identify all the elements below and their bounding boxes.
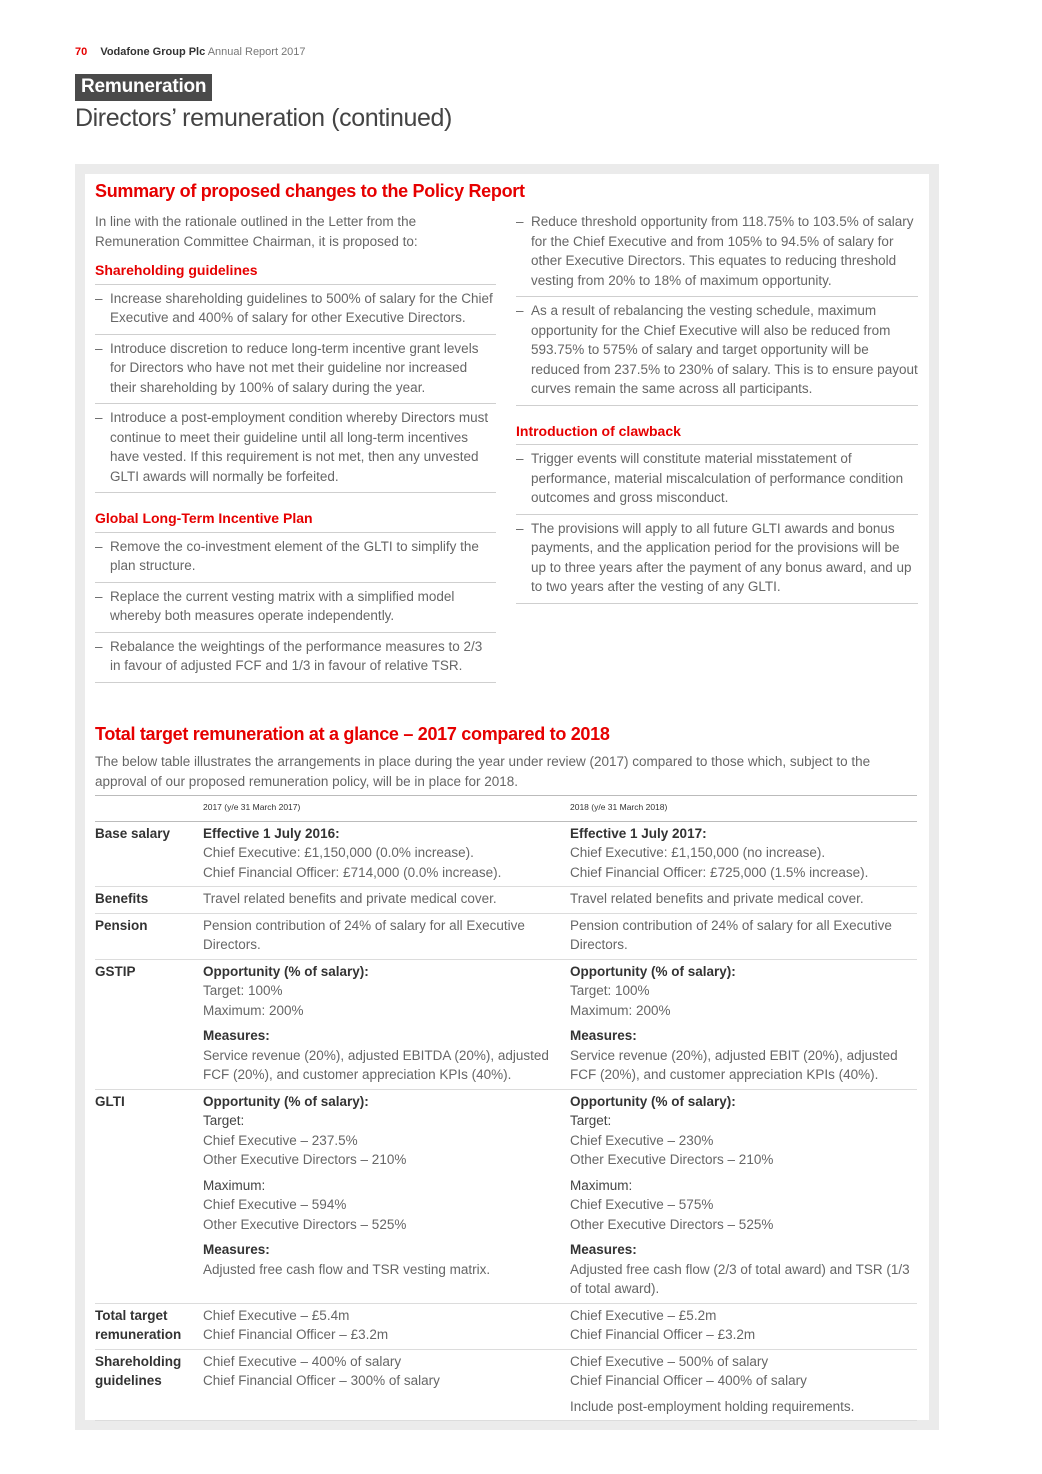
page-number: 70 <box>75 46 88 58</box>
cell-text: Adjusted free cash flow and TSR vesting matrix. <box>203 1261 491 1277</box>
cell-text: Include post-employment holding requirements. <box>570 1398 855 1414</box>
cell-label: Measures: <box>570 1242 637 1257</box>
benefits-2018: Travel related benefits and private medical cover. <box>570 887 917 914</box>
list-item: – Trigger events will constitute material misstatement of performance, material miscalculation of performance condition outcomes and gross misconduct. <box>516 445 918 515</box>
gltip-list <box>95 533 496 683</box>
policy-right-column <box>516 208 918 604</box>
cell-text: Other Executive Directors – 210% <box>570 1152 774 1167</box>
cell-text: Chief Financial Officer: £714,000 (0.0% increase). <box>203 864 502 880</box>
gltip-heading: Global Long-Term Incentive Plan <box>95 509 496 533</box>
list-item: – Remove the co-investment element of the GLTI to simplify the plan structure. <box>95 533 496 583</box>
page-title: Directors’ remuneration (continued) <box>75 104 452 132</box>
table-row <box>95 1349 917 1421</box>
cell-label: Measures: <box>203 1028 270 1043</box>
base-salary-2017 <box>203 821 570 887</box>
glance-intro: The below table illustrates the arrangements in place during the year under review (2017) compared to those which, subject to the approval of our proposed remuneration policy, will be in place for 2018. <box>95 754 871 789</box>
row-label-line: Shareholding <box>95 1353 182 1369</box>
row-label-line: remuneration <box>95 1327 182 1342</box>
list-item: – Replace the current vesting matrix with a simplified model whereby both measures operate independently. <box>95 583 496 633</box>
threshold-list <box>516 208 918 406</box>
cell-text: Chief Financial Officer – 300% of salary <box>203 1373 440 1388</box>
row-label-total-target-remuneration <box>95 1303 203 1349</box>
cell-text: Maximum: <box>570 1177 633 1193</box>
list-item: – Introduce a post-employment condition whereby Directors must continue to meet their guideline until all long-term incentives have vested. If this requirement is not met, then any unvested GLTI awards will normally be forfeited. <box>95 404 496 493</box>
cell-text: Chief Executive: £1,150,000 (0.0% increase). <box>203 845 474 860</box>
cell-text: Target: <box>570 1113 612 1128</box>
column-header-2018: 2018 (y/e 31 March 2018) <box>570 796 917 822</box>
row-label-pension: Pension <box>95 913 203 959</box>
cell-text: Chief Executive – 500% of salary <box>570 1353 769 1369</box>
company-name: Vodafone Group Plc <box>100 46 206 58</box>
cell-text: Chief Financial Officer: £725,000 (1.5% increase). <box>570 864 869 880</box>
list-item: – The provisions will apply to all future GLTI awards and bonus payments, and the application period for the provisions will be up to three years after the payment of any bonus award, and up to two years after the vesting of any GLTI. <box>516 515 918 604</box>
cell-text: Other Executive Directors – 210% <box>203 1152 407 1167</box>
cell-text: Adjusted free cash flow (2/3 of total award) and TSR (1/3 of total award). <box>570 1261 910 1296</box>
cell-label: Measures: <box>203 1242 270 1257</box>
table-row <box>95 887 917 914</box>
cell-label: Opportunity (% of salary): <box>570 963 736 979</box>
cell-text: Chief Financial Officer – 400% of salary <box>570 1373 807 1388</box>
total-2018 <box>570 1303 917 1349</box>
cell-text: Target: 100% <box>203 983 283 998</box>
list-item: – Increase shareholding guidelines to 500% of salary for the Chief Executive and 400% of salary for other Executive Directors. <box>95 285 496 335</box>
list-item: – Reduce threshold opportunity from 118.75% to 103.5% of salary for the Chief Executive and from 105% to 94.5% of salary for other Executive Directors. This equates to reducing threshold vesting from 20% to 18% of maximum opportunity. <box>516 208 918 297</box>
publication-name: Annual Report 2017 <box>207 46 306 58</box>
row-label-glti: GLTI <box>95 1089 203 1303</box>
cell-text: Chief Executive: £1,150,000 (no increase). <box>570 845 826 860</box>
cell-label: Opportunity (% of salary): <box>570 1093 736 1109</box>
cell-text: Chief Executive – 230% <box>570 1132 714 1148</box>
clawback-list <box>516 445 918 604</box>
policy-left-column <box>95 212 496 683</box>
table-row <box>95 913 917 959</box>
column-header-2017: 2017 (y/e 31 March 2017) <box>203 796 570 822</box>
benefits-2017: Travel related benefits and private medical cover. <box>203 887 570 914</box>
row-label-shareholding-guidelines <box>95 1349 203 1421</box>
shareholding-2017 <box>203 1349 570 1421</box>
cell-label: Effective 1 July 2016: <box>203 825 340 841</box>
row-label-line: guidelines <box>95 1373 162 1388</box>
row-label-gstip: GSTIP <box>95 959 203 1089</box>
cell-text: Chief Executive – £5.4m <box>203 1307 350 1323</box>
cell-text: Maximum: 200% <box>570 1002 671 1018</box>
cell-text: Maximum: <box>203 1177 266 1193</box>
glti-2017 <box>203 1089 570 1303</box>
cell-text: Chief Executive – 594% <box>203 1197 347 1212</box>
cell-text: Chief Financial Officer – £3.2m <box>570 1327 756 1342</box>
clawback-heading: Introduction of clawback <box>516 422 918 446</box>
policy-intro: In line with the rationale outlined in the Letter from the Remuneration Committee Chairman, it is proposed to: <box>95 214 418 249</box>
shareholding-guidelines-list <box>95 285 496 494</box>
cell-text: Other Executive Directors – 525% <box>203 1216 407 1232</box>
pension-2017: Pension contribution of 24% of salary for all Executive Directors. <box>203 913 570 959</box>
row-label-line: Total target <box>95 1307 168 1323</box>
cell-text: Chief Executive – 575% <box>570 1197 714 1212</box>
cell-label: Opportunity (% of salary): <box>203 963 369 979</box>
table-row <box>95 821 917 887</box>
cell-text: Target: <box>203 1113 245 1128</box>
gstip-2018 <box>570 959 917 1089</box>
row-label-benefits: Benefits <box>95 887 203 914</box>
list-item: – Rebalance the weightings of the performance measures to 2/3 in favour of adjusted FCF and 1/3 in favour of relative TSR. <box>95 633 496 683</box>
table-header-row <box>95 796 917 822</box>
table-row <box>95 959 917 1089</box>
list-item: – As a result of rebalancing the vesting schedule, maximum opportunity for the Chief Executive will also be reduced from 593.75% to 575% of salary and target opportunity will be reduced from 237.5% to 230% of salary. This is to ensure payout curves remain the same across all participants. <box>516 297 918 406</box>
cell-text: Maximum: 200% <box>203 1002 304 1018</box>
list-item: – Introduce discretion to reduce long-term incentive grant levels for Directors who have not met their guideline nor increased their shareholding by 100% of salary during the year. <box>95 335 496 405</box>
table-row <box>95 1303 917 1349</box>
running-header <box>75 46 306 58</box>
row-header-column <box>95 796 203 822</box>
policy-summary-heading: Summary of proposed changes to the Policy Report <box>95 181 525 201</box>
glance-heading: Total target remuneration at a glance – 2017 compared to 2018 <box>95 724 610 744</box>
cell-text: Chief Executive – 237.5% <box>203 1132 358 1148</box>
base-salary-2018 <box>570 821 917 887</box>
cell-text: Chief Executive – £5.2m <box>570 1307 717 1323</box>
section-label: Remuneration <box>75 74 212 101</box>
total-2017 <box>203 1303 570 1349</box>
cell-text: Chief Executive – 400% of salary <box>203 1353 402 1369</box>
row-label-base-salary: Base salary <box>95 821 203 887</box>
remuneration-table <box>95 795 917 1421</box>
cell-text: Service revenue (20%), adjusted EBITDA (20%), adjusted FCF (20%), and customer appreciation KPIs (40%). <box>203 1047 549 1082</box>
cell-text: Service revenue (20%), adjusted EBIT (20%), adjusted FCF (20%), and customer appreciation KPIs (40%). <box>570 1047 898 1082</box>
cell-label: Measures: <box>570 1028 637 1043</box>
glti-2018 <box>570 1089 917 1303</box>
shareholding-2018 <box>570 1349 917 1421</box>
cell-label: Opportunity (% of salary): <box>203 1093 369 1109</box>
pension-2018: Pension contribution of 24% of salary for all Executive Directors. <box>570 913 917 959</box>
cell-text: Chief Financial Officer – £3.2m <box>203 1327 389 1342</box>
gstip-2017 <box>203 959 570 1089</box>
cell-label: Effective 1 July 2017: <box>570 825 707 841</box>
table-row <box>95 1089 917 1303</box>
cell-text: Other Executive Directors – 525% <box>570 1216 774 1232</box>
cell-text: Target: 100% <box>570 983 650 998</box>
shareholding-guidelines-heading: Shareholding guidelines <box>95 261 496 285</box>
